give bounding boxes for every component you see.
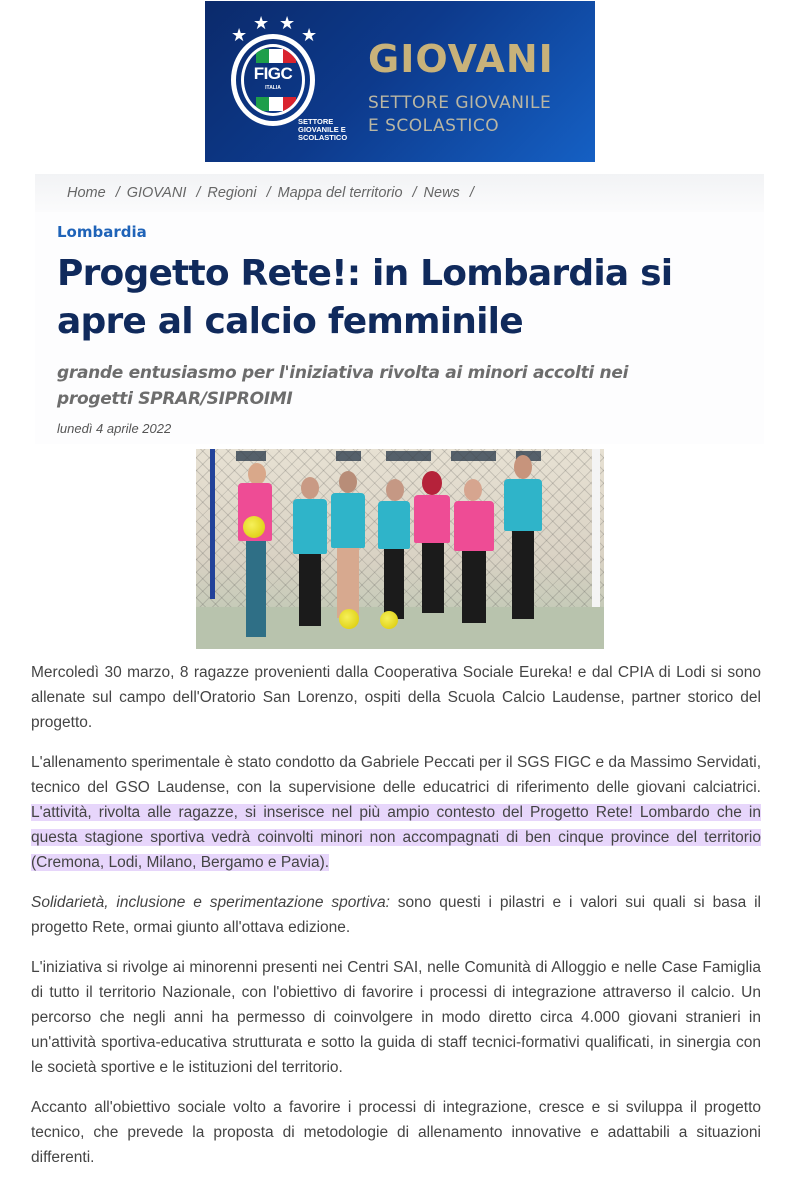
logo-caption: SETTORE GIOVANILE E SCOLASTICO xyxy=(298,117,348,142)
page-title: Progetto Rete!: in Lombardia si apre al calcio femminile xyxy=(57,253,673,342)
breadcrumb-separator: / xyxy=(266,185,271,201)
article-subtitle: grande entusiasmo per l'iniziativa rivolta ai minori accolti nei progetti SPRAR/SIPROIMI xyxy=(57,363,629,409)
paragraph: Accanto all'obiettivo sociale volto a favorire i processi di integrazione, cresce e si sviluppa il progetto tecnico, che prevede la proposta di metodologie di allenamento innovative e adattabili a situazioni differenti. xyxy=(31,1099,761,1166)
logo-subtext: ITALIA xyxy=(265,85,281,91)
italian-flag-bottom xyxy=(256,97,296,111)
breadcrumb-separator: / xyxy=(196,185,201,201)
goal-post-right xyxy=(592,449,600,629)
region-category-link[interactable]: Lombardia xyxy=(57,223,147,241)
banner-subtitle: SETTORE GIOVANILE E SCOLASTICO xyxy=(368,93,552,136)
highlighted-text: L'attività, rivolta alle ragazze, si inserisce nel più ampio contesto del Progetto Rete! Lombardo che in questa stagione sportiva vedrà coinvolti minori non accompagnati di ben cinque province del territorio (Cremona, Lodi, Milano, Bergamo e Pavia). xyxy=(31,804,761,871)
star-icon: ★ xyxy=(231,25,248,46)
breadcrumb-mappa-territorio[interactable]: Mappa del territorio xyxy=(277,185,403,201)
figc-logo xyxy=(241,44,305,116)
site-banner[interactable] xyxy=(205,1,595,162)
breadcrumb-home[interactable]: Home xyxy=(67,185,106,201)
breadcrumb-separator: / xyxy=(469,185,474,201)
paragraph: L'allenamento sperimentale è stato condotto da Gabriele Peccati per il SGS FIGC e da Massimo Servidati, tecnico del GSO Laudense, con la supervisione delle educatrici di riferimento delle giovani calciatrici. L'attività, rivolta alle ragazze, si inserisce nel più ampio contesto del Progetto Rete! Lombardo che in questa stagione sportiva vedrà coinvolti minori non accompagnati di ben cinque province del territorio (Cremona, Lodi, Milano, Bergamo e Pavia). xyxy=(31,754,761,871)
italian-flag-top xyxy=(256,49,296,63)
breadcrumb-news[interactable]: News xyxy=(423,185,460,201)
banner-title: GIOVANI xyxy=(368,37,554,81)
soccer-ball-icon xyxy=(339,609,359,629)
logo-text: FIGC xyxy=(253,64,293,83)
article-photo xyxy=(196,449,604,649)
breadcrumb xyxy=(35,174,764,212)
breadcrumb-giovani[interactable]: GIOVANI xyxy=(126,185,187,201)
star-icon: ★ xyxy=(301,25,318,46)
paragraph: Mercoledì 30 marzo, 8 ragazze provenienti dalla Cooperativa Sociale Eureka! e dal CPIA di Lodi si sono allenate sul campo dell'Oratorio San Lorenzo, ospiti della Scuola Calcio Laudense, partner storico del progetto. xyxy=(31,664,761,731)
paragraph: Solidarietà, inclusione e sperimentazione sportiva: sono questi i pilastri e i valori sui quali si basa il progetto Rete, ormai giunto all'ottava edizione. xyxy=(31,894,761,936)
breadcrumb-regioni[interactable]: Regioni xyxy=(207,185,257,201)
italic-lead: Solidarietà, inclusione e sperimentazione sportiva: xyxy=(31,894,390,911)
soccer-ball-icon xyxy=(380,611,398,629)
article-header xyxy=(35,174,764,444)
breadcrumb-separator: / xyxy=(115,185,120,201)
paragraph: L'iniziativa si rivolge ai minorenni presenti nei Centri SAI, nelle Comunità di Alloggio e nelle Case Famiglia di tutto il territorio Nazionale, con l'obiettivo di favorire i processi di integrazione attraverso il calcio. Un percorso che negli anni ha permesso di coinvolgere in modo diretto circa 4.000 giovani stranieri in un'attività sportiva-educativa strutturata e sotto la guida di staff tecnici-formativi qualificati, in sinergia con le società sportive e le istituzioni del territorio. xyxy=(31,959,761,1076)
article-body xyxy=(31,660,761,1185)
soccer-ball-icon xyxy=(243,516,265,538)
breadcrumb-separator: / xyxy=(412,185,417,201)
goal-post-left xyxy=(210,449,215,599)
publish-date: lunedì 4 aprile 2022 xyxy=(57,421,172,436)
star-icon: ★ xyxy=(279,13,296,34)
star-icon: ★ xyxy=(253,13,270,34)
